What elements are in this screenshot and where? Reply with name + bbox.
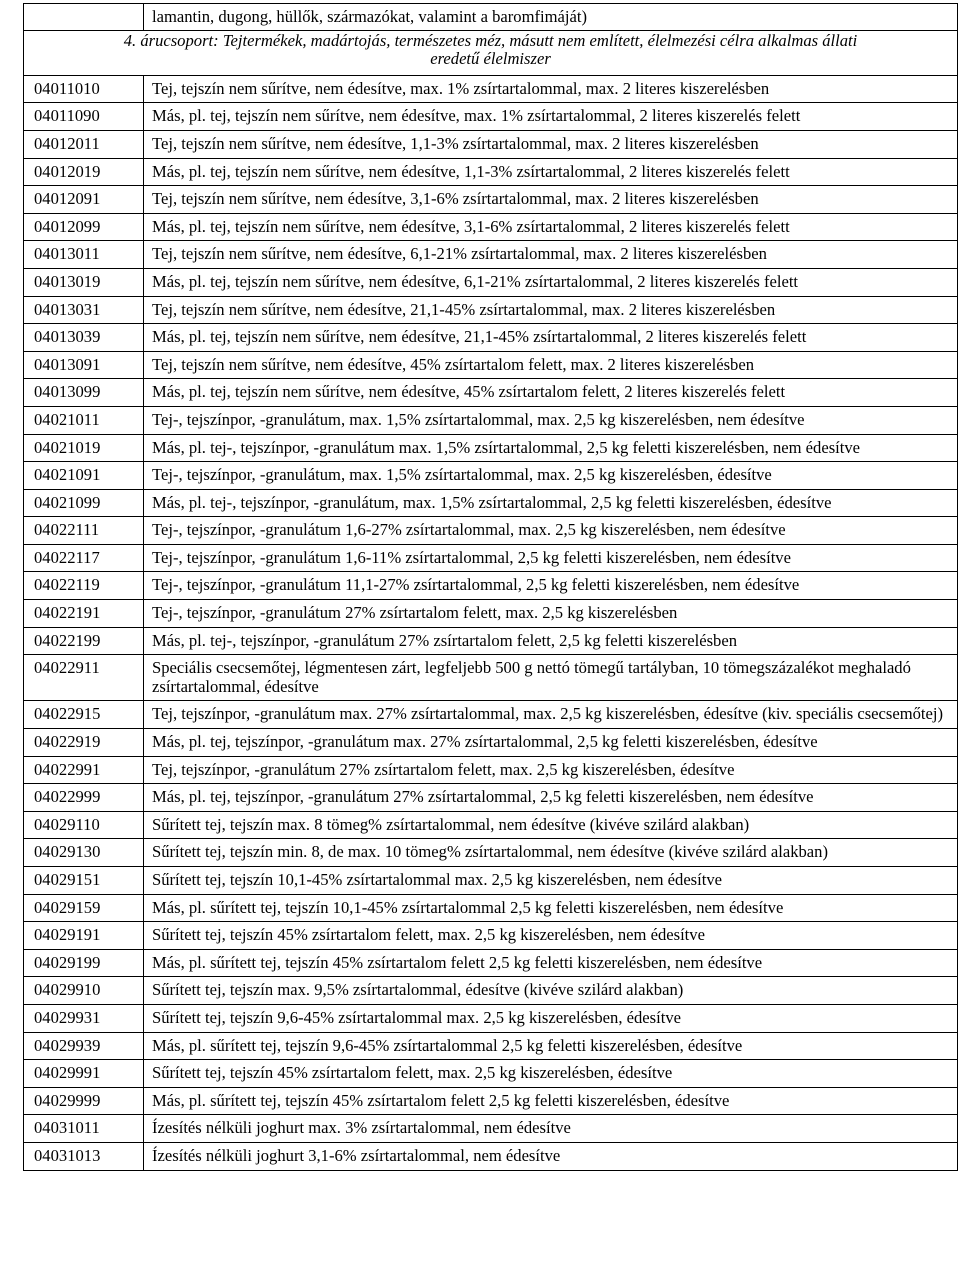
product-description: Sűrített tej, tejszín max. 8 tömeg% zsírtartalommal, nem édesítve (kivéve szilárd alakban) [144, 811, 958, 839]
product-description: Sűrített tej, tejszín 45% zsírtartalom felett, max. 2,5 kg kiszerelésben, édesítve [144, 1060, 958, 1088]
product-description: Más, pl. sűrített tej, tejszín 9,6-45% zsírtartalommal 2,5 kg feletti kiszerelésben, édesítve [144, 1032, 958, 1060]
product-code: 04022991 [24, 756, 144, 784]
product-code: 04029939 [24, 1032, 144, 1060]
product-description: Sűrített tej, tejszín 9,6-45% zsírtartalommal max. 2,5 kg kiszerelésben, édesítve [144, 1004, 958, 1032]
table-row [24, 489, 958, 517]
product-code: 04021091 [24, 462, 144, 490]
product-code: 04031011 [24, 1115, 144, 1143]
product-code: 04029191 [24, 922, 144, 950]
table-row [24, 186, 958, 214]
table-row [24, 867, 958, 895]
product-description: Speciális csecsemőtej, légmentesen zárt, legfeljebb 500 g nettó tömegű tartályban, 10 tömegszázalékot meghaladó zsírtartalommal, édesítve [144, 655, 958, 701]
table-row [24, 894, 958, 922]
table-row [24, 296, 958, 324]
product-code: 04011010 [24, 75, 144, 103]
table-row [24, 756, 958, 784]
product-description: Tej, tejszín nem sűrítve, nem édesítve, 21,1-45% zsírtartalommal, max. 2 literes kiszerelésben [144, 296, 958, 324]
product-description: Más, pl. tej, tejszín nem sűrítve, nem édesítve, 45% zsírtartalom felett, 2 literes kiszerelés felett [144, 379, 958, 407]
product-description: Más, pl. tej, tejszín nem sűrítve, nem édesítve, 21,1-45% zsírtartalommal, 2 literes kiszerelés felett [144, 324, 958, 352]
table-row [24, 544, 958, 572]
product-description: Tej-, tejszínpor, -granulátum 1,6-27% zsírtartalommal, max. 2,5 kg kiszerelésben, nem édesítve [144, 517, 958, 545]
category-title-line1: 4. árucsoport: Tejtermékek, madártojás, természetes méz, másutt nem említett, élelmezési célra alkalmas állati [123, 30, 858, 50]
product-code: 04029999 [24, 1087, 144, 1115]
product-description: Más, pl. tej, tejszín nem sűrítve, nem édesítve, max. 1% zsírtartalommal, 2 literes kiszerelés felett [144, 103, 958, 131]
continuation-code-cell [24, 4, 144, 31]
table-row [24, 784, 958, 812]
product-description: Tej, tejszín nem sűrítve, nem édesítve, max. 1% zsírtartalommal, max. 2 literes kiszerelésben [144, 75, 958, 103]
product-code: 04031013 [24, 1142, 144, 1170]
product-description: Tej, tejszínpor, -granulátum max. 27% zsírtartalommal, max. 2,5 kg kiszerelésben, édesítve (kiv. speciális csecsemőtej) [144, 701, 958, 729]
product-description: Tej, tejszín nem sűrítve, nem édesítve, 1,1-3% zsírtartalommal, max. 2 literes kiszerelésben [144, 130, 958, 158]
table-row [24, 379, 958, 407]
product-code: 04012019 [24, 158, 144, 186]
product-description: Tej, tejszín nem sűrítve, nem édesítve, 3,1-6% zsírtartalommal, max. 2 literes kiszerelésben [144, 186, 958, 214]
product-description: Tej, tejszín nem sűrítve, nem édesítve, 45% zsírtartalom felett, max. 2 literes kiszerelésben [144, 351, 958, 379]
table-row [24, 268, 958, 296]
product-code: 04011090 [24, 103, 144, 131]
product-description: Más, pl. tej, tejszín nem sűrítve, nem édesítve, 1,1-3% zsírtartalommal, 2 literes kiszerelés felett [144, 158, 958, 186]
product-description: Más, pl. tej, tejszín nem sűrítve, nem édesítve, 6,1-21% zsírtartalommal, 2 literes kiszerelés felett [144, 268, 958, 296]
product-code: 04029991 [24, 1060, 144, 1088]
table-row [24, 977, 958, 1005]
table-row [24, 406, 958, 434]
product-description: Tej-, tejszínpor, -granulátum 11,1-27% zsírtartalommal, 2,5 kg feletti kiszerelésben, nem édesítve [144, 572, 958, 600]
table-row [24, 1060, 958, 1088]
product-code: 04012099 [24, 213, 144, 241]
product-code: 04022117 [24, 544, 144, 572]
product-description: Más, pl. tej, tejszínpor, -granulátum max. 27% zsírtartalommal, 2,5 kg feletti kiszerelésben, édesítve [144, 729, 958, 757]
table-row [24, 1142, 958, 1170]
continuation-text: lamantin, dugong, hüllők, származókat, valamint a baromfimáját) [144, 4, 958, 31]
product-description: Sűrített tej, tejszín max. 9,5% zsírtartalommal, édesítve (kivéve szilárd alakban) [144, 977, 958, 1005]
table-row [24, 434, 958, 462]
product-code: 04013091 [24, 351, 144, 379]
table-row [24, 1032, 958, 1060]
product-code: 04013031 [24, 296, 144, 324]
table-row [24, 572, 958, 600]
table-row [24, 949, 958, 977]
product-code: 04021019 [24, 434, 144, 462]
product-code: 04013099 [24, 379, 144, 407]
table-row [24, 600, 958, 628]
product-code: 04013011 [24, 241, 144, 269]
product-description: Más, pl. tej-, tejszínpor, -granulátum 27% zsírtartalom felett, 2,5 kg feletti kiszerelésben [144, 627, 958, 655]
table-row [24, 158, 958, 186]
product-code: 04029199 [24, 949, 144, 977]
category-header-row [24, 30, 958, 75]
table-row [24, 1115, 958, 1143]
product-code: 04022919 [24, 729, 144, 757]
product-code: 04013019 [24, 268, 144, 296]
product-description: Sűrített tej, tejszín 10,1-45% zsírtartalommal max. 2,5 kg kiszerelésben, nem édesítve [144, 867, 958, 895]
product-code: 04029110 [24, 811, 144, 839]
table-row [24, 701, 958, 729]
product-description: Tej-, tejszínpor, -granulátum 27% zsírtartalom felett, max. 2,5 kg kiszerelésben [144, 600, 958, 628]
table-row [24, 627, 958, 655]
table-row [24, 324, 958, 352]
table-row [24, 75, 958, 103]
product-description: Más, pl. sűrített tej, tejszín 10,1-45% zsírtartalommal 2,5 kg feletti kiszerelésben, nem édesítve [144, 894, 958, 922]
table-row [24, 213, 958, 241]
product-code: 04022915 [24, 701, 144, 729]
table-row [24, 655, 958, 701]
table-row [24, 517, 958, 545]
table-row [24, 729, 958, 757]
product-code: 04029151 [24, 867, 144, 895]
table-row [24, 922, 958, 950]
table-row [24, 130, 958, 158]
table-row [24, 103, 958, 131]
product-code: 04012091 [24, 186, 144, 214]
product-code: 04029159 [24, 894, 144, 922]
product-description: Más, pl. tej, tejszín nem sűrítve, nem édesítve, 3,1-6% zsírtartalommal, 2 literes kiszerelés felett [144, 213, 958, 241]
product-code: 04022191 [24, 600, 144, 628]
product-description: Más, pl. tej, tejszínpor, -granulátum 27% zsírtartalommal, 2,5 kg feletti kiszerelésben, nem édesítve [144, 784, 958, 812]
product-code: 04022999 [24, 784, 144, 812]
continuation-row [24, 4, 958, 31]
product-code: 04022199 [24, 627, 144, 655]
product-description: Tej-, tejszínpor, -granulátum, max. 1,5% zsírtartalommal, max. 2,5 kg kiszerelésben, nem édesítve [144, 406, 958, 434]
product-description: Ízesítés nélküli joghurt 3,1-6% zsírtartalommal, nem édesítve [144, 1142, 958, 1170]
product-code: 04029931 [24, 1004, 144, 1032]
product-description: Más, pl. sűrített tej, tejszín 45% zsírtartalom felett 2,5 kg feletti kiszerelésben, édesítve [144, 1087, 958, 1115]
product-code: 04022911 [24, 655, 144, 701]
product-code: 04021011 [24, 406, 144, 434]
product-code: 04022119 [24, 572, 144, 600]
product-code-table [23, 3, 958, 1171]
document-page [23, 3, 957, 1171]
table-body [24, 4, 958, 1171]
product-description: Más, pl. sűrített tej, tejszín 45% zsírtartalom felett 2,5 kg feletti kiszerelésben, nem édesítve [144, 949, 958, 977]
product-description: Ízesítés nélküli joghurt max. 3% zsírtartalommal, nem édesítve [144, 1115, 958, 1143]
category-header [24, 30, 958, 75]
product-code: 04021099 [24, 489, 144, 517]
product-description: Más, pl. tej-, tejszínpor, -granulátum, max. 1,5% zsírtartalommal, 2,5 kg feletti kiszerelésben, édesítve [144, 489, 958, 517]
category-title-line2: eredetű élelmiszer [430, 49, 551, 69]
product-description: Tej, tejszínpor, -granulátum 27% zsírtartalom felett, max. 2,5 kg kiszerelésben, édesítve [144, 756, 958, 784]
table-row [24, 351, 958, 379]
product-code: 04012011 [24, 130, 144, 158]
product-code: 04029130 [24, 839, 144, 867]
table-row [24, 241, 958, 269]
product-description: Tej-, tejszínpor, -granulátum 1,6-11% zsírtartalommal, 2,5 kg feletti kiszerelésben, nem édesítve [144, 544, 958, 572]
table-row [24, 811, 958, 839]
product-description: Tej, tejszín nem sűrítve, nem édesítve, 6,1-21% zsírtartalommal, max. 2 literes kiszerelésben [144, 241, 958, 269]
product-description: Más, pl. tej-, tejszínpor, -granulátum max. 1,5% zsírtartalommal, 2,5 kg feletti kiszerelésben, nem édesítve [144, 434, 958, 462]
product-description: Sűrített tej, tejszín min. 8, de max. 10 tömeg% zsírtartalommal, nem édesítve (kivéve szilárd alakban) [144, 839, 958, 867]
product-description: Tej-, tejszínpor, -granulátum, max. 1,5% zsírtartalommal, max. 2,5 kg kiszerelésben, édesítve [144, 462, 958, 490]
product-code: 04022111 [24, 517, 144, 545]
table-row [24, 839, 958, 867]
product-description: Sűrített tej, tejszín 45% zsírtartalom felett, max. 2,5 kg kiszerelésben, nem édesítve [144, 922, 958, 950]
product-code: 04013039 [24, 324, 144, 352]
product-code: 04029910 [24, 977, 144, 1005]
table-row [24, 1087, 958, 1115]
table-row [24, 462, 958, 490]
table-row [24, 1004, 958, 1032]
